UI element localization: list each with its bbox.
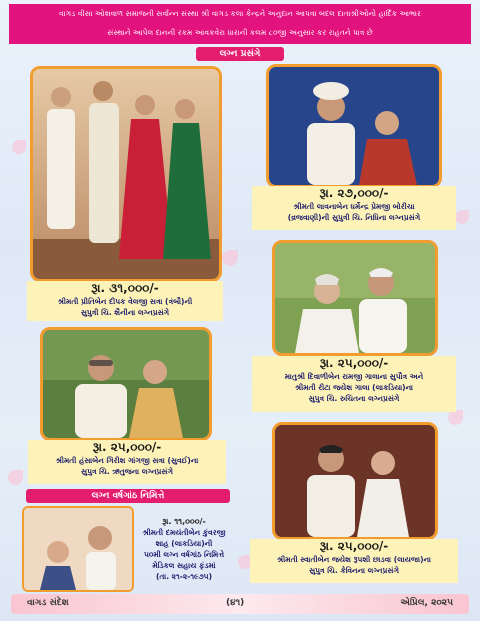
donation-text: શ્રીમતી લાવનાબેન ધર્મેન્દ્ર પ્રેમજી બોરીચા [293, 202, 415, 211]
donation-amount: રૂા. ૨૭,૦૦૦/- [319, 186, 389, 200]
photo-elderly-couple [275, 243, 435, 353]
petal-decoration [222, 250, 238, 266]
footer-magazine-name: વાગડ સંદેશ [27, 598, 69, 608]
photo-donation-3 [272, 240, 438, 356]
caption-donation-1 [27, 281, 223, 321]
donation-text: શ્રીમતી પ્રીતિબેન દીપક વેલજી સત્રા (ત્રંબૌ)ની [57, 297, 193, 306]
petal-decoration [448, 410, 463, 425]
photo-anniversary [22, 506, 134, 592]
footer-page-number: (૪૧) [226, 598, 245, 608]
photo-donation-4 [40, 327, 212, 441]
donation-text: સુપુત્રી ચિ. શૈનીના લગ્નપ્રસંગે [80, 308, 170, 317]
header-line-2: સંસ્થાને આપેલ દાનની રકમ આવકવેરા ધારાની કલમ ૮૦જી અનુસાર કર રાહતને પાત્ર છે [107, 28, 373, 37]
caption-donation-3 [252, 356, 456, 412]
section-title-anniversary: લગ્ન વર્ષગાંઠ નિમિત્તે [26, 489, 230, 503]
anniversary-amount: રૂા. ૧૧,૦૦૦/- [162, 517, 206, 526]
donation-text: શ્રીમતી રીટા જયેશ ગાલા (લાકડિયા)ના [294, 383, 414, 392]
header-line-1: વાગડ વીસા ઓશવાળ સમાજની સર્વાન્ન સંસ્થા શ્રી વાગડ કલા કેન્દ્રને અનુદાન આપવા બદલ દાતાશ્રીઓનો હાર્દિક આભાર [59, 9, 421, 18]
donation-amount: રૂા. ૨૫,૦૦૦/- [319, 356, 389, 370]
petal-decoration [455, 210, 469, 224]
photo-donation-5 [272, 422, 438, 540]
caption-anniversary [136, 516, 232, 586]
donation-text: સુપુત્ર ચિ. કેવિનના લગ્નપ્રસંગે [309, 566, 399, 575]
caption-donation-2 [252, 186, 456, 230]
section-title-wedding: લગ્ન પ્રસંગે [196, 47, 284, 61]
photo-donation-2 [266, 64, 442, 188]
petal-decoration [8, 470, 23, 485]
photo-anniversary-couple [24, 508, 132, 590]
anniversary-text: (તા. ૨૧-૨-૧૯૭૫) [155, 572, 213, 581]
donation-text: સુપુત્ર ચિ. ઋતુજના લગ્નપ્રસંગે [81, 467, 173, 476]
anniversary-text: શાહ (લાકડિયા)ની [155, 539, 213, 548]
anniversary-text: શ્રીમતી દમયંતીબેન કુંવરજી [142, 528, 226, 537]
photo-family-wedding [33, 69, 219, 279]
donation-amount: રૂા. ૨૫,૦૦૦/- [92, 440, 162, 454]
anniversary-text: મેડિકલ સહાય ફંડમાં [152, 561, 216, 570]
footer-date: એપ્રિલ, ૨૦૨૫ [400, 598, 453, 608]
caption-donation-4 [28, 440, 226, 484]
petal-decoration [12, 140, 26, 154]
donation-text: (વ્રજવાણી)ની સુપુત્રી ચિ. નિધિના લગ્નપ્રસંગે [287, 213, 421, 222]
caption-donation-5 [250, 539, 458, 583]
photo-donation-1 [30, 66, 222, 282]
photo-couple-wedding [269, 67, 439, 185]
photo-couple-donors [43, 330, 209, 438]
donation-text: માતુશ્રી દિવાળીબેન રામજી ગાલાના સુપૌત્ર અને [284, 372, 424, 381]
page-footer [11, 594, 469, 614]
donation-amount: રૂા. ૩૧,૦૦૦/- [91, 281, 159, 295]
donation-amount: રૂા. ૨૫,૦૦૦/- [319, 539, 389, 553]
donation-text: શ્રીમતી હંસાબેન ગિરીશ ગાંગજી સત્રા (સુવઈ)ના [55, 456, 199, 465]
donation-text: સુપુત્ર ચિ. રુચિતના લગ્નપ્રસંગે [308, 394, 400, 403]
donation-text: શ્રીમતી સ્વાતીબેન જયેશ રૂપશી છાડવા (લાયજા)ના [277, 555, 431, 564]
photo-couple-wedding-2 [275, 425, 435, 537]
header-banner [9, 4, 471, 44]
anniversary-text: ૫૦મી લગ્ન વર્ષગાંઠ નિમિત્તે [143, 550, 225, 559]
